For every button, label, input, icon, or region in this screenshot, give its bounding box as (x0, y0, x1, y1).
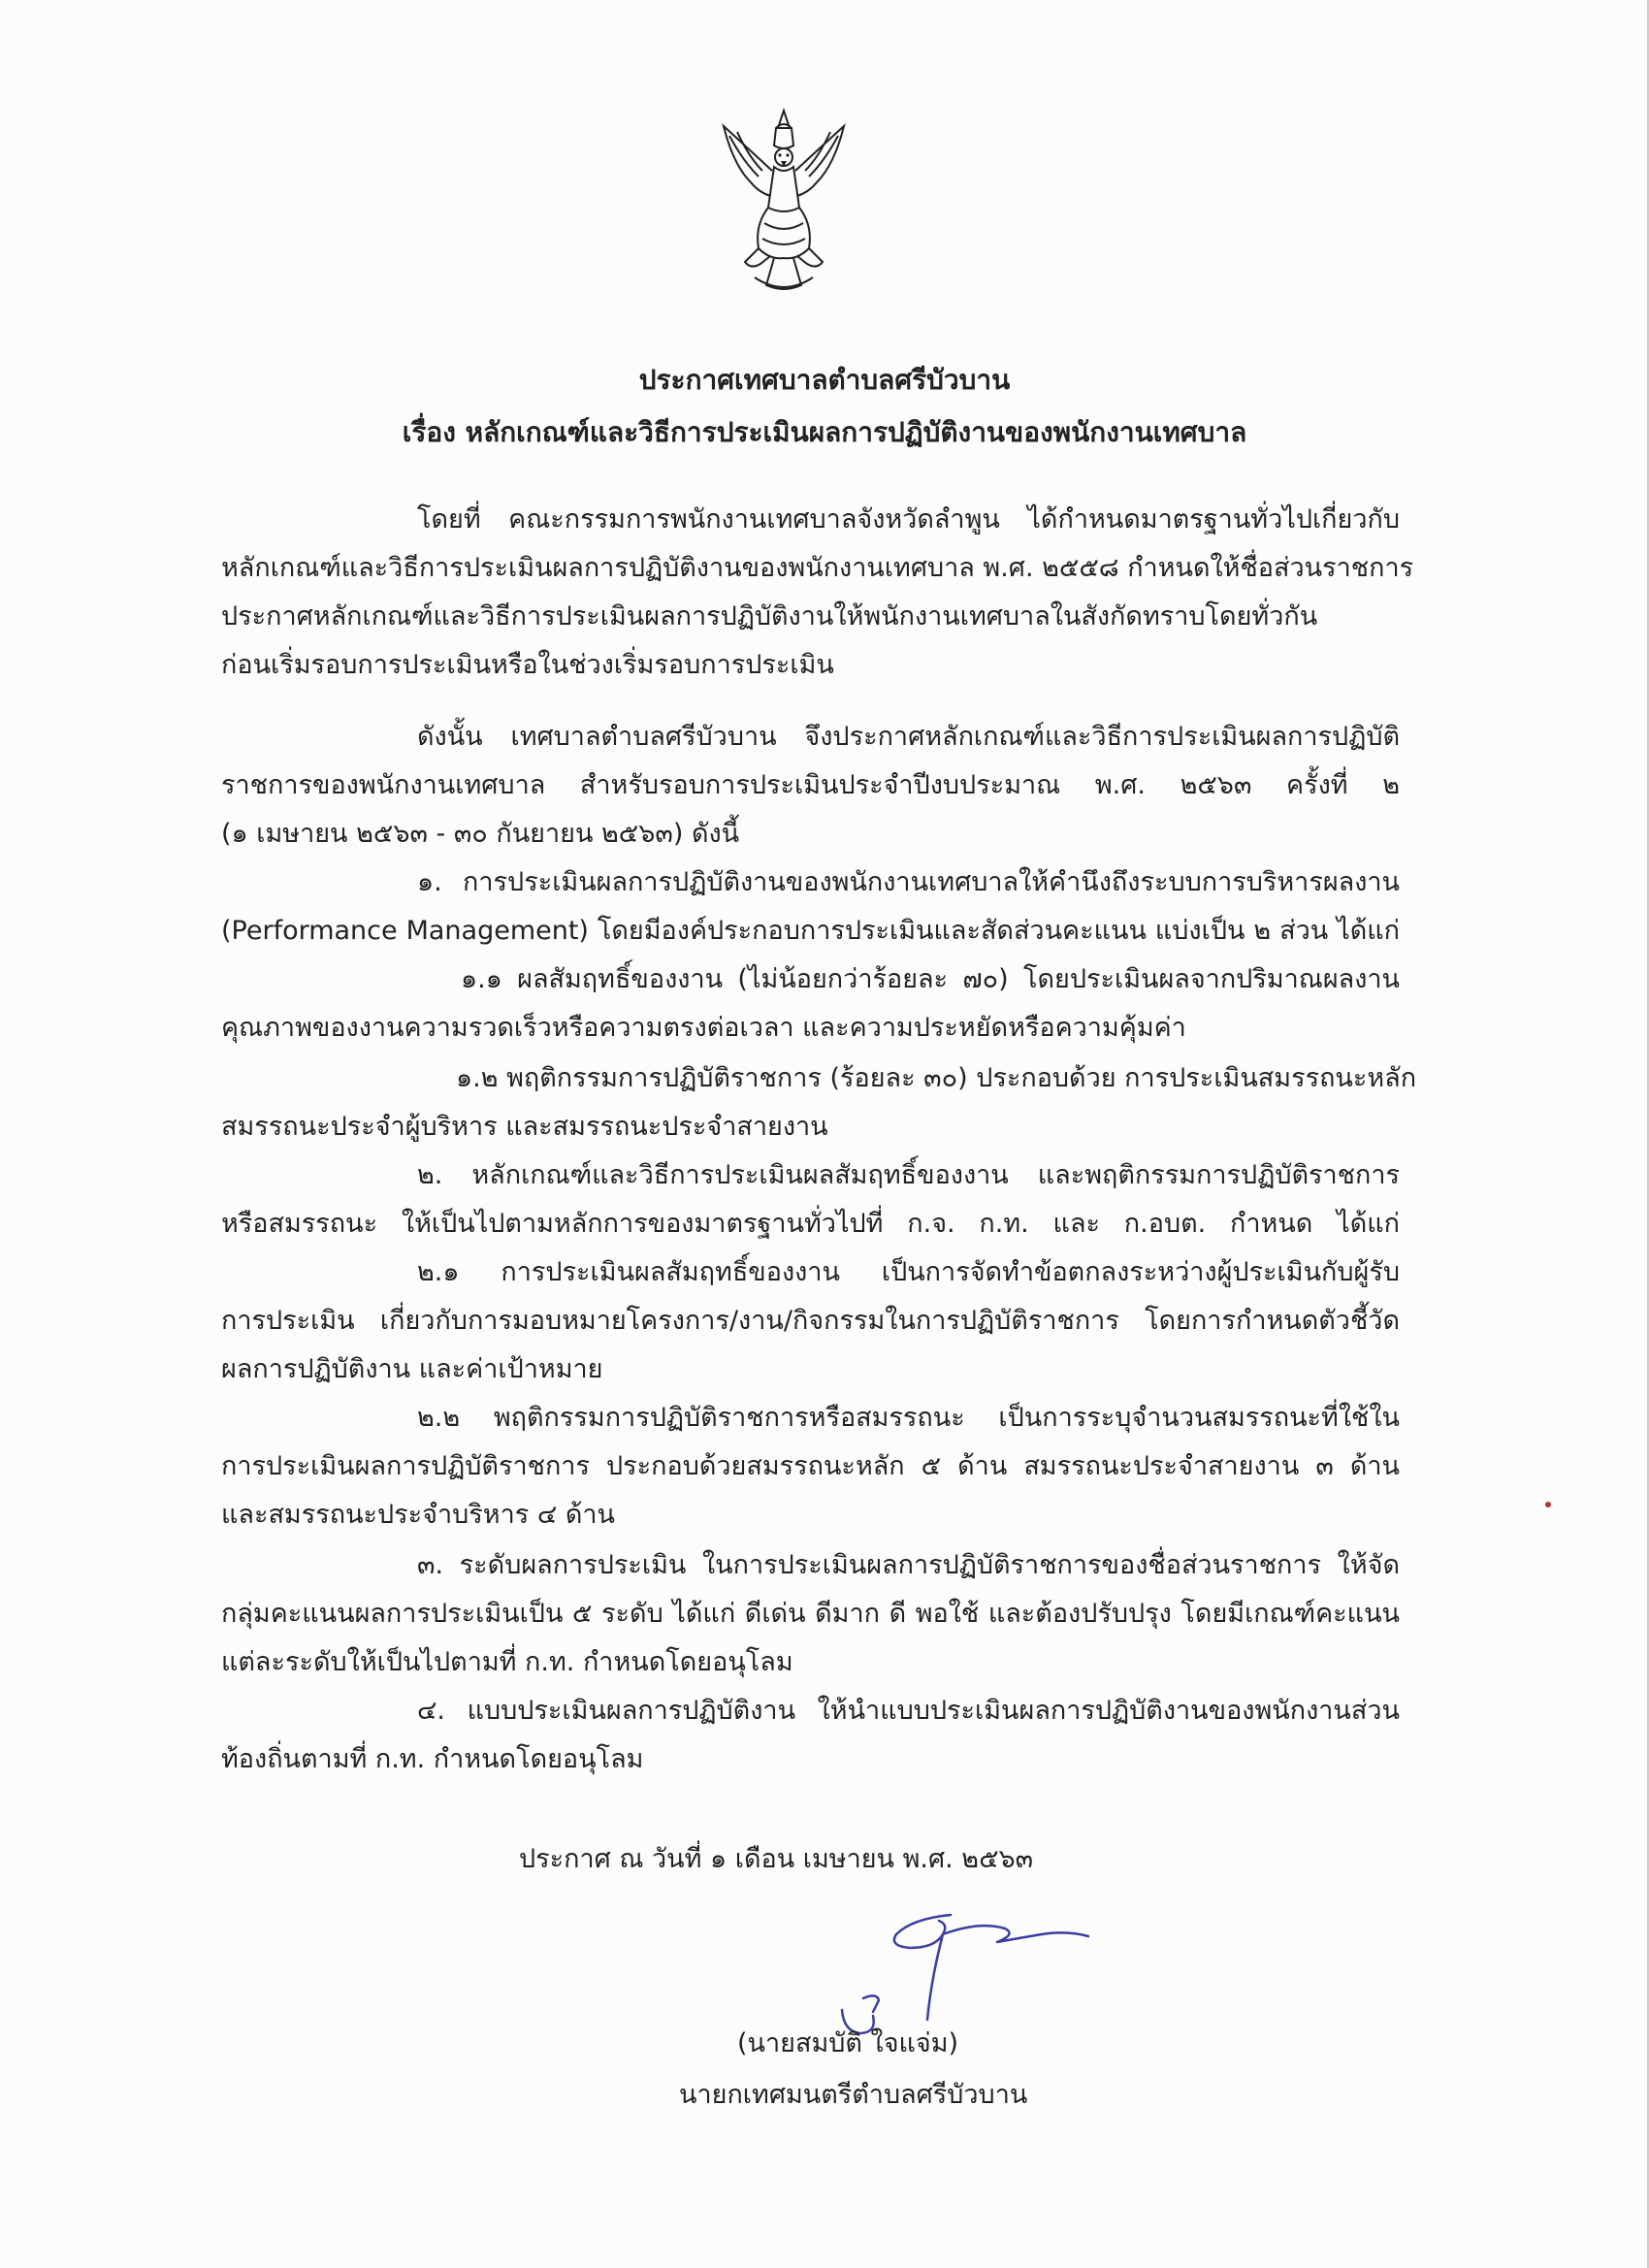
announcement-title: ประกาศเทศบาลตำบลศรีบัวบาน (638, 364, 1011, 396)
signer-name: (นายสมบัติ ใจแจ่ม) (737, 2028, 959, 2058)
body-line: ดังนั้น เทศบาลตำบลศรีบัวบาน จึงประกาศหลักเกณฑ์และวิธีการประเมินผลการปฏิบัติ (417, 722, 1400, 752)
stray-mark (1545, 1502, 1551, 1507)
body-line: ๑. การประเมินผลการปฏิบัติงานของพนักงานเทศบาลให้คำนึงถึงระบบการบริหารผลงาน (417, 867, 1400, 897)
body-line: ๑.๒ พฤติกรรมการปฏิบัติราชการ (ร้อยละ ๓๐) ประกอบด้วย การประเมินสมรรถนะหลัก (456, 1063, 1417, 1093)
body-line: (๑ เมษายน ๒๕๖๓ - ๓๐ กันยายน ๒๕๖๓) ดังนี้ (221, 819, 740, 849)
body-line: ๒.๒ พฤติกรรมการปฏิบัติราชการหรือสมรรถนะ เป็นการระบุจำนวนสมรรถนะที่ใช้ใน (417, 1403, 1400, 1433)
body-line: สมรรถนะประจำผู้บริหาร และสมรรถนะประจำสายงาน (221, 1112, 828, 1142)
body-line: โดยที่ คณะกรรมการพนักงานเทศบาลจังหวัดลำพูน ได้กำหนดมาตรฐานทั่วไปเกี่ยวกับ (417, 504, 1400, 535)
body-line: ก่อนเริ่มรอบการประเมินหรือในช่วงเริ่มรอบการประเมิน (221, 650, 834, 680)
body-line: กลุ่มคะแนนผลการประเมินเป็น ๕ ระดับ ได้แก่ ดีเด่น ดีมาก ดี พอใช้ และต้องปรับปรุง โดยมีเกณฑ์คะแนน (221, 1599, 1400, 1629)
body-line: ประกาศหลักเกณฑ์และวิธีการประเมินผลการปฏิบัติงานให้พนักงานเทศบาลในสังกัดทราบโดยทั่วกัน (221, 601, 1318, 632)
body-line: ๑.๑ ผลสัมฤทธิ์ของงาน (ไม่น้อยกว่าร้อยละ ๗๐) โดยประเมินผลจากปริมาณผลงาน (461, 964, 1400, 994)
body-line: การประเมิน เกี่ยวกับการมอบหมายโครงการ/งาน/กิจกรรมในการปฏิบัติราชการ โดยการกำหนดตัวชี้วัด (221, 1306, 1400, 1336)
body-line: ผลการปฏิบัติงาน และค่าเป้าหมาย (221, 1354, 603, 1384)
handwritten-signature-icon (834, 1892, 1154, 2037)
garuda-emblem-icon (716, 107, 852, 296)
body-line: ๔. แบบประเมินผลการปฏิบัติงาน ให้นำแบบประเมินผลการปฏิบัติงานของพนักงานส่วน (417, 1696, 1400, 1726)
body-line: ๓. ระดับผลการประเมิน ในการประเมินผลการปฏิบัติราชการของชื่อส่วนราชการ ให้จัด (417, 1550, 1400, 1580)
body-line: (Performance Management) โดยมีองค์ประกอบการประเมินและสัดส่วนคะแนน แบ่งเป็น ๒ ส่วน ได้แก่ (221, 916, 1400, 946)
body-line: หรือสมรรถนะ ให้เป็นไปตามหลักการของมาตรฐานทั่วไปที่ ก.จ. ก.ท. และ ก.อบต. กำหนด ได้แก่ (221, 1209, 1400, 1239)
body-line: แต่ละระดับให้เป็นไปตามที่ ก.ท. กำหนดโดยอนุโลม (221, 1647, 793, 1677)
body-line: การประเมินผลการปฏิบัติราชการ ประกอบด้วยสมรรถนะหลัก ๕ ด้าน สมรรถนะประจำสายงาน ๓ ด้าน (221, 1451, 1400, 1481)
announcement-date: ประกาศ ณ วันที่ ๑ เดือน เมษายน พ.ศ. ๒๕๖๓ (519, 1844, 1034, 1874)
body-line: ๒. หลักเกณฑ์และวิธีการประเมินผลสัมฤทธิ์ของงาน และพฤติกรรมการปฏิบัติราชการ (417, 1160, 1400, 1190)
signer-position: นายกเทศมนตรีตำบลศรีบัวบาน (679, 2080, 1028, 2110)
body-line: คุณภาพของงานความรวดเร็วหรือความตรงต่อเวลา และความประหยัดหรือความคุ้มค่า (221, 1013, 1186, 1043)
body-line: หลักเกณฑ์และวิธีการประเมินผลการปฏิบัติงานของพนักงานเทศบาล พ.ศ. ๒๕๕๘ กำหนดให้ชื่อส่วนราชการ (221, 553, 1414, 583)
body-line: ๒.๑ การประเมินผลสัมฤทธิ์ของงาน เป็นการจัดทำข้อตกลงระหว่างผู้ประเมินกับผู้รับ (417, 1257, 1400, 1287)
body-line: ท้องถิ่นตามที่ ก.ท. กำหนดโดยอนุโลม (221, 1744, 644, 1774)
announcement-subject: เรื่อง หลักเกณฑ์และวิธีการประเมินผลการปฏิบัติงานของพนักงานเทศบาล (402, 416, 1247, 448)
body-line: และสมรรถนะประจำบริหาร ๔ ด้าน (221, 1500, 616, 1530)
body-line: ราชการของพนักงานเทศบาล สำหรับรอบการประเมินประจำปีงบประมาณ พ.ศ. ๒๕๖๓ ครั้งที่ ๒ (221, 770, 1400, 800)
